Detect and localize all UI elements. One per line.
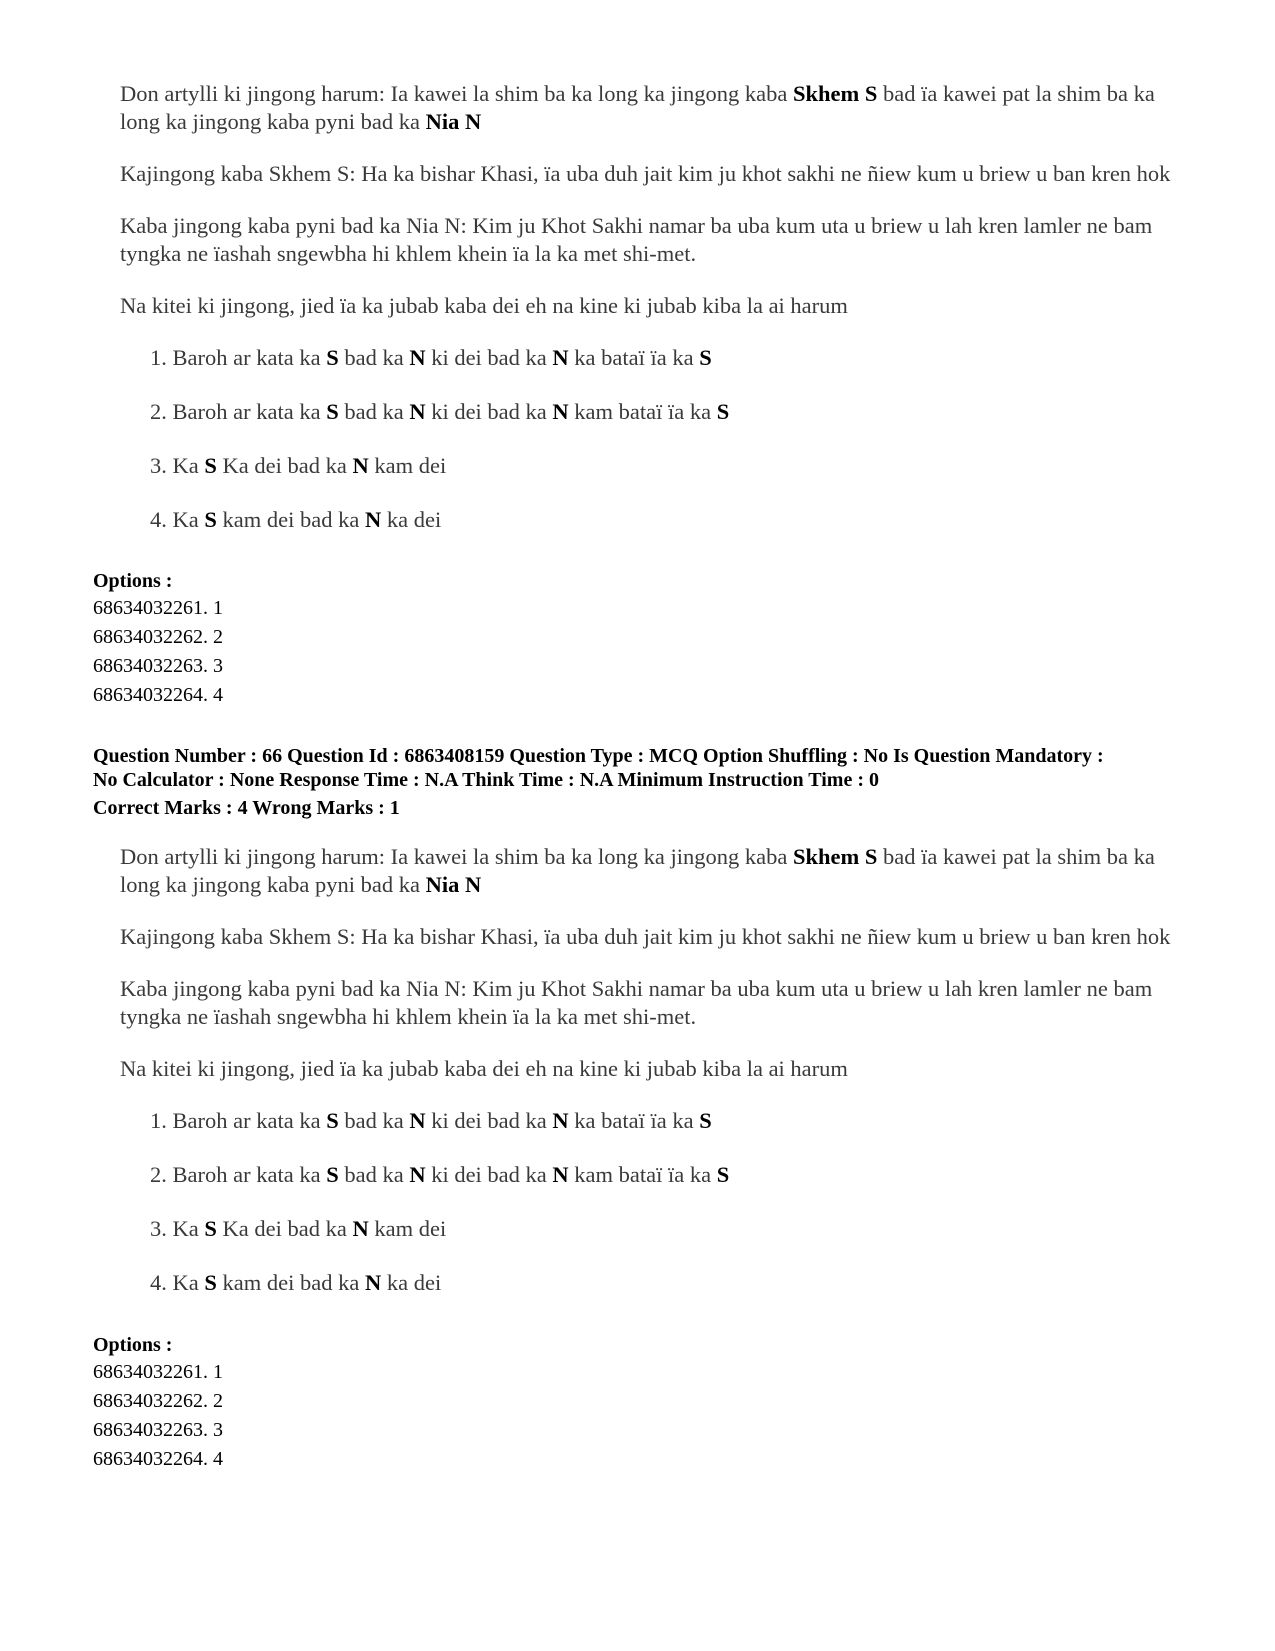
answer-item: 3. Ka S Ka dei bad ka N kam dei (150, 453, 447, 478)
option-item: 68634032261. 1 (93, 1361, 223, 1383)
question-meta-line: No Calculator : None Response Time : N.A Think Time : N.A Minimum Instruction Time : 0 (93, 769, 879, 791)
options-label: Options : (93, 570, 173, 592)
answer-item: 2. Baroh ar kata ka S bad ka N ki dei bad ka N kam bataï ïa ka S (150, 399, 730, 424)
passage-statement-n: Kaba jingong kaba pyni bad ka Nia N: Kim ju Khot Sakhi namar ba uba kum uta u briew u lah kren lamler ne bam tyngka ne ïashah sngewbha hi khlem khein ïa la ka met shi-met. (120, 976, 1153, 1029)
answer-list (120, 344, 1190, 534)
option-item: 68634032261. 1 (93, 597, 223, 619)
question-marks: Correct Marks : 4 Wrong Marks : 1 (93, 797, 400, 819)
option-item: 68634032262. 2 (93, 626, 223, 648)
question-header (93, 744, 1213, 820)
option-item: 68634032263. 3 (93, 655, 223, 677)
passage-statement-s: Kajingong kaba Skhem S: Ha ka bishar Khasi, ïa uba duh jait kim ju khot sakhi ne ñiew kum u briew u ban kren hok (120, 924, 1171, 949)
passage-instruction: Na kitei ki jingong, jied ïa ka jubab kaba dei eh na kine ki jubab kiba la ai harum (120, 1056, 848, 1081)
option-item: 68634032264. 4 (93, 684, 223, 706)
answer-item: 4. Ka S kam dei bad ka N ka dei (150, 507, 442, 532)
option-item: 68634032263. 3 (93, 1419, 223, 1441)
answer-item: 2. Baroh ar kata ka S bad ka N ki dei bad ka N kam bataï ïa ka S (150, 1162, 730, 1187)
answer-item: 4. Ka S kam dei bad ka N ka dei (150, 1270, 442, 1295)
answer-item: 3. Ka S Ka dei bad ka N kam dei (150, 1216, 447, 1241)
passage-intro: Don artylli ki jingong harum: Ia kawei la shim ba ka long ka jingong kaba Skhem S bad ïa kawei pat la shim ba ka long ka jingong kaba pyni bad ka Nia N (120, 81, 1155, 134)
answer-item: 1. Baroh ar kata ka S bad ka N ki dei bad ka N ka bataï ïa ka S (150, 345, 712, 370)
question-passage (120, 80, 1190, 560)
options-list (93, 1358, 223, 1474)
question-passage (120, 843, 1190, 1323)
option-item: 68634032262. 2 (93, 1390, 223, 1412)
passage-statement-s: Kajingong kaba Skhem S: Ha ka bishar Khasi, ïa uba duh jait kim ju khot sakhi ne ñiew kum u briew u ban kren hok (120, 161, 1171, 186)
passage-statement-n: Kaba jingong kaba pyni bad ka Nia N: Kim ju Khot Sakhi namar ba uba kum uta u briew u lah kren lamler ne bam tyngka ne ïashah sngewbha hi khlem khein ïa la ka met shi-met. (120, 213, 1153, 266)
passage-intro: Don artylli ki jingong harum: Ia kawei la shim ba ka long ka jingong kaba Skhem S bad ïa kawei pat la shim ba ka long ka jingong kaba pyni bad ka Nia N (120, 844, 1155, 897)
answer-item: 1. Baroh ar kata ka S bad ka N ki dei bad ka N ka bataï ïa ka S (150, 1108, 712, 1133)
passage-instruction: Na kitei ki jingong, jied ïa ka jubab kaba dei eh na kine ki jubab kiba la ai harum (120, 293, 848, 318)
answer-list (120, 1107, 1190, 1297)
option-item: 68634032264. 4 (93, 1448, 223, 1470)
question-meta-line: Question Number : 66 Question Id : 6863408159 Question Type : MCQ Option Shuffling : No Is Question Mandatory : (93, 745, 1104, 767)
options-label: Options : (93, 1334, 173, 1356)
options-list (93, 594, 223, 710)
